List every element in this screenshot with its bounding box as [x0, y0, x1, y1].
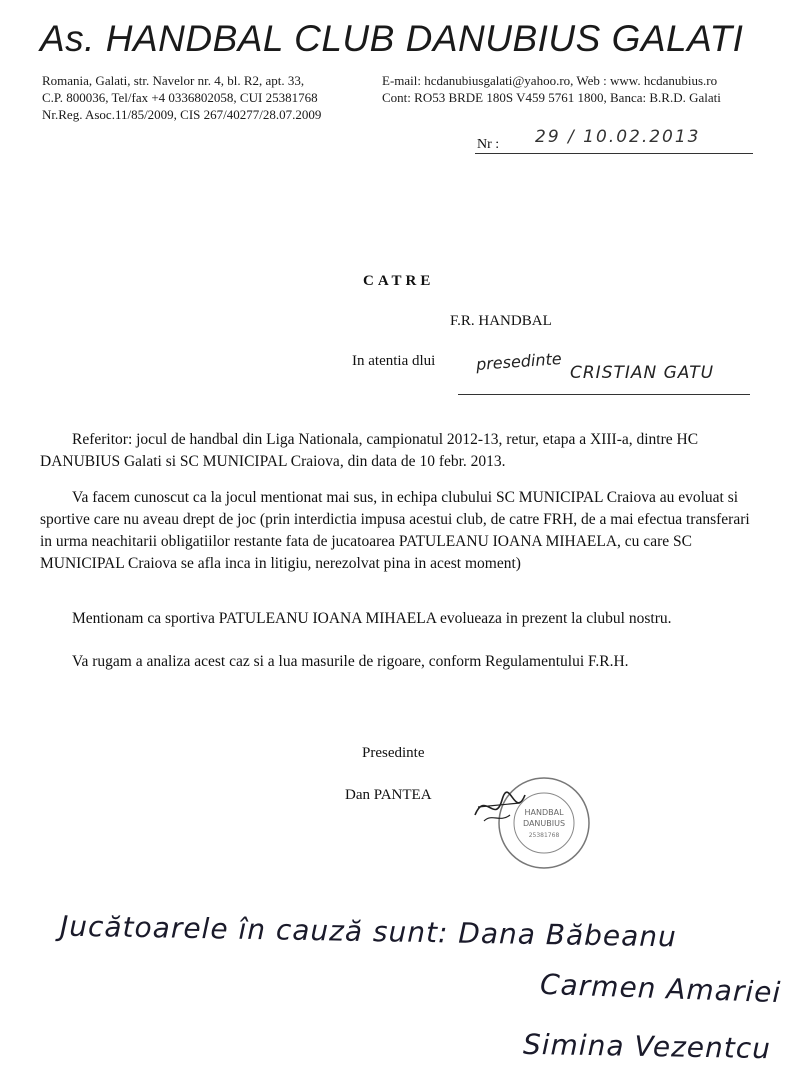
- svg-text:DANUBIUS: DANUBIUS: [522, 819, 566, 828]
- svg-text:HANDBAL: HANDBAL: [524, 808, 564, 817]
- contact-line: C.P. 800036, Tel/fax +4 0336802058, CUI 25381768: [42, 90, 318, 105]
- paragraph-reference-text: Referitor: jocul de handbal din Liga Nationala, campionatul 2012-13, retur, etapa a XIII-a, dintre HC DANUBIUS Galati si SC MUNICIPAL Craiova, din data de 10 febr. 2013.: [40, 431, 699, 470]
- handwritten-note-line: Simina Vezentcu: [522, 1027, 772, 1066]
- letterhead-contact: [382, 72, 721, 106]
- signatory-name: Dan PANTEA: [345, 787, 432, 803]
- address-line: Romania, Galati, str. Navelor nr. 4, bl. R2, apt. 33,: [42, 73, 305, 88]
- registration-line: Nr.Reg. Asoc.11/85/2009, CIS 267/40277/28.07.2009: [42, 107, 322, 122]
- signatory-title: Presedinte: [362, 745, 425, 761]
- paragraph-notice: [40, 487, 762, 575]
- handwritten-reference: 29 / 10.02.2013: [535, 127, 701, 147]
- club-name: As. HANDBAL CLUB DANUBIUS GALATI: [40, 18, 744, 59]
- catre-heading: CATRE: [363, 273, 435, 289]
- svg-text:25381768: 25381768: [528, 832, 560, 839]
- attention-label: In atentia dlui: [352, 353, 436, 369]
- paragraph-mention-text: Mentionam ca sportiva PATULEANU IOANA MIHAELA evolueaza in prezent la clubul nostru.: [72, 610, 672, 627]
- email-web-line: E-mail: hcdanubiusgalati@yahoo.ro, Web : www. hcdanubius.ro: [382, 73, 718, 88]
- handwritten-note-line: Jucătoarele în cauză sunt: Dana Băbeanu: [59, 909, 678, 954]
- paragraph-request: [40, 651, 762, 673]
- handwritten-note-line: Carmen Amariei: [539, 967, 782, 1010]
- letterhead-address: [42, 72, 321, 123]
- reference-label: Nr :: [477, 137, 500, 152]
- paragraph-notice-text: Va facem cunoscut ca la jocul mentionat mai sus, in echipa clubului SC MUNICIPAL Craiova au evoluat si sportive care nu aveau drept de joc (prin interdictia impusa acestui club, de catre FRH, de a mai efectua transferari in urma neachitarii obligatiilor restante fata de jucatoarea PATULEANU IOANA MIHAELA, cu care SC MUNICIPAL Craiova se afla inca in litigiu, nerezolvat pina in acest moment): [40, 489, 750, 572]
- reference-number-line: [475, 127, 753, 154]
- handwritten-title: presedinte: [475, 349, 563, 374]
- bank-line: Cont: RO53 BRDE 180S V459 5761 1800, Banca: B.R.D. Galati: [382, 90, 721, 105]
- addressee-organization: F.R. HANDBAL: [450, 313, 552, 329]
- signature-scribble: [470, 785, 530, 830]
- handwritten-addressee-name: CRISTIAN GATU: [570, 363, 715, 383]
- attention-underline: [458, 394, 750, 395]
- paragraph-reference: [40, 429, 762, 473]
- paragraph-request-text: Va rugam a analiza acest caz si a lua masurile de rigoare, conform Regulamentului F.R.H.: [72, 653, 629, 670]
- paragraph-mention: [40, 608, 762, 630]
